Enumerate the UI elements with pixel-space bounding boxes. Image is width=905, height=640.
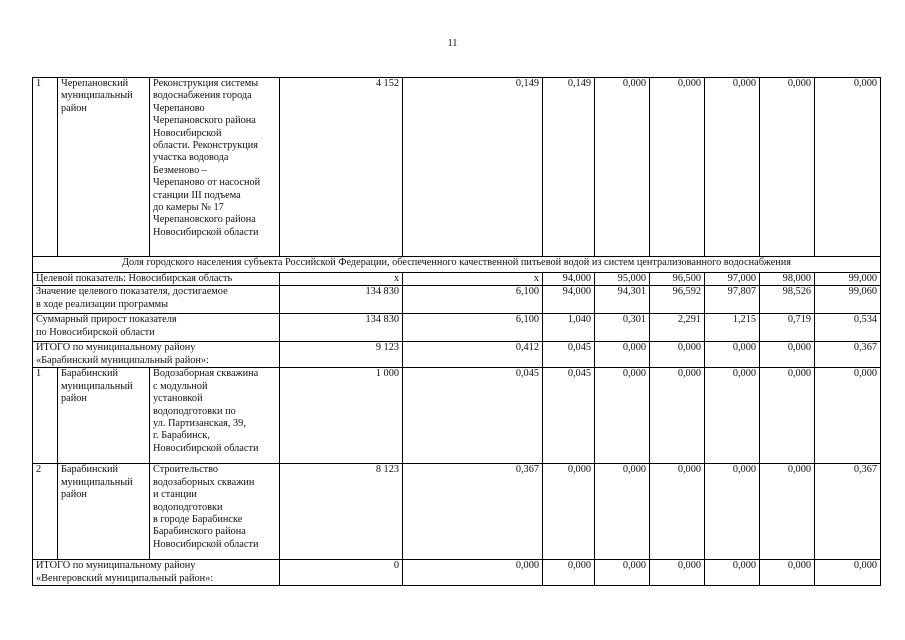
value-cell: 0,000 [760,464,815,560]
value-cell: 0,000 [705,78,760,257]
project-row [33,368,881,464]
value-cell: 0,045 [543,368,595,464]
value-cell: 0,000 [403,560,543,586]
value-cell: 1 000 [280,368,403,464]
value-cell: 95,000 [595,273,650,286]
value-cell: 0,000 [815,78,881,257]
value-cell: 0,000 [595,78,650,257]
indicator-label-cell: Суммарный прирост показателя по Новосибирской области [33,314,280,342]
row-number-cell: 2 [33,464,58,560]
value-cell: 0,000 [650,464,705,560]
value-cell: 97,807 [705,286,760,314]
program-table [32,77,881,586]
value-cell: 0,149 [543,78,595,257]
value-cell: 98,526 [760,286,815,314]
value-cell: 99,000 [815,273,881,286]
value-cell: 1,215 [705,314,760,342]
indicator-row [33,560,881,586]
indicator-row [33,273,881,286]
indicator-row [33,342,881,368]
project-cell: Строительство водозаборных скважин и станции водоподготовки в городе Барабинске Барабинского района Новосибирской области [150,464,280,560]
value-cell: 2,291 [650,314,705,342]
value-cell: 0,000 [543,464,595,560]
indicator-label-cell: Значение целевого показателя, достигаемое в ходе реализации программы [33,286,280,314]
value-cell: 6,100 [403,314,543,342]
row-number-cell: 1 [33,368,58,464]
value-cell: 0,000 [595,342,650,368]
value-cell: 0,412 [403,342,543,368]
value-cell: 0,367 [815,464,881,560]
value-cell: 0,000 [760,560,815,586]
indicator-row [33,286,881,314]
value-cell: 0,045 [403,368,543,464]
value-cell: 0,000 [650,368,705,464]
value-cell: 0,149 [403,78,543,257]
section-header-cell: Доля городского населения субъекта Российской Федерации, обеспеченного качественной питьевой водой из систем централизованного водоснабжения [33,257,881,273]
value-cell: 94,301 [595,286,650,314]
value-cell: x [403,273,543,286]
indicator-label-cell: ИТОГО по муниципальному району «Венгеровский муниципальный район»: [33,560,280,586]
indicator-label-cell: Целевой показатель: Новосибирская область [33,273,280,286]
value-cell: 0,000 [760,368,815,464]
district-cell: Черепановский муниципальный район [58,78,150,257]
value-cell: 0,000 [760,78,815,257]
value-cell: x [280,273,403,286]
value-cell: 134 830 [280,286,403,314]
value-cell: 0,534 [815,314,881,342]
value-cell: 0,000 [595,464,650,560]
value-cell: 97,000 [705,273,760,286]
value-cell: 0,000 [543,560,595,586]
page-number: 11 [447,38,458,49]
value-cell: 0,045 [543,342,595,368]
value-cell: 0,000 [650,342,705,368]
indicator-row [33,314,881,342]
district-cell: Барабинский муниципальный район [58,464,150,560]
value-cell: 0,000 [705,560,760,586]
section-header-row [33,257,881,273]
value-cell: 9 123 [280,342,403,368]
project-row [33,464,881,560]
value-cell: 0,000 [815,368,881,464]
row-number-cell: 1 [33,78,58,257]
value-cell: 96,592 [650,286,705,314]
value-cell: 0,367 [815,342,881,368]
project-cell: Водозаборная скважина с модульной установкой водоподготовки по ул. Партизанская, 39, г. Барабинск, Новосибирской области [150,368,280,464]
district-cell: Барабинский муниципальный район [58,368,150,464]
value-cell: 6,100 [403,286,543,314]
value-cell: 94,000 [543,273,595,286]
value-cell: 134 830 [280,314,403,342]
value-cell: 0,000 [815,560,881,586]
value-cell: 94,000 [543,286,595,314]
value-cell: 0,367 [403,464,543,560]
project-cell: Реконструкция системы водоснабжения города Черепаново Черепановского района Новосибирской области. Реконструкция участка водовода Безменово – Черепаново от насосной станции III подъема до камеры № 17 Черепановского района Новосибирской области [150,78,280,257]
indicator-label-cell: ИТОГО по муниципальному району «Барабинский муниципальный район»: [33,342,280,368]
value-cell: 8 123 [280,464,403,560]
value-cell: 96,500 [650,273,705,286]
value-cell: 0 [280,560,403,586]
value-cell: 0,000 [760,342,815,368]
value-cell: 0,000 [705,368,760,464]
value-cell: 0,719 [760,314,815,342]
value-cell: 0,000 [650,560,705,586]
value-cell: 0,000 [650,78,705,257]
project-row [33,78,881,257]
value-cell: 4 152 [280,78,403,257]
value-cell: 1,040 [543,314,595,342]
value-cell: 98,000 [760,273,815,286]
value-cell: 0,000 [595,368,650,464]
value-cell: 0,000 [705,342,760,368]
value-cell: 0,000 [595,560,650,586]
value-cell: 99,060 [815,286,881,314]
value-cell: 0,301 [595,314,650,342]
value-cell: 0,000 [705,464,760,560]
